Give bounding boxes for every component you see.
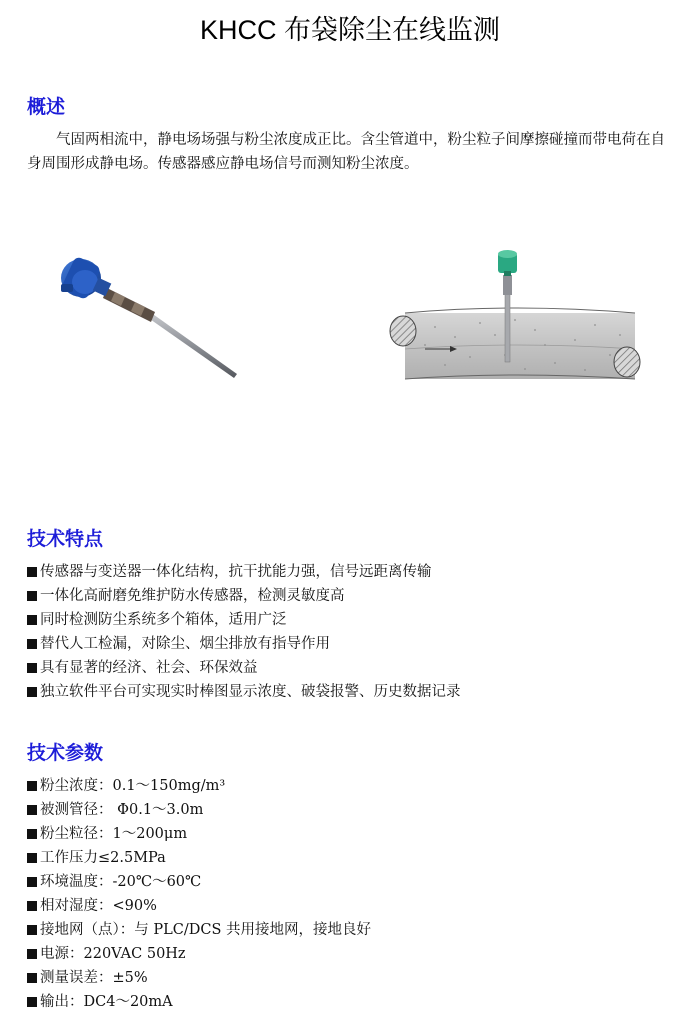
list-item: 电源：220VAC 50Hz <box>27 942 371 966</box>
list-item: 独立软件平台可实现实时棒图显示浓度、破袋报警、历史数据记录 <box>27 680 461 704</box>
list-item: 一体化高耐磨免维护防水传感器，检测灵敏度高 <box>27 584 461 608</box>
bullet-icon <box>27 615 37 625</box>
bullet-icon <box>27 663 37 673</box>
list-item: 测量误差：±5% <box>27 966 371 990</box>
list-item: 环境温度：-20℃～60℃ <box>27 870 371 894</box>
list-item: 替代人工检漏，对除尘、烟尘排放有指导作用 <box>27 632 461 656</box>
page-title: KHCC 布袋除尘在线监测 <box>199 15 500 45</box>
bullet-icon <box>27 901 37 911</box>
sensor-probe-image <box>55 250 245 385</box>
list-item: 粉尘粒径：1～200μm <box>27 822 371 846</box>
overview-heading: 概述 <box>27 96 66 118</box>
params-list <box>27 774 371 1014</box>
bullet-icon <box>27 567 37 577</box>
features-list <box>27 560 461 704</box>
list-item: 同时检测防尘系统多个箱体，适用广泛 <box>27 608 461 632</box>
bullet-icon <box>27 997 37 1007</box>
bullet-icon <box>27 853 37 863</box>
pipe-installation-image <box>385 245 645 385</box>
bullet-icon <box>27 639 37 649</box>
list-item: 被测管径： Φ0.1～3.0m <box>27 798 371 822</box>
list-item: 传感器与变送器一体化结构，抗干扰能力强，信号远距离传输 <box>27 560 461 584</box>
list-item: 粉尘浓度：0.1～150mg/m³ <box>27 774 371 798</box>
bullet-icon <box>27 781 37 791</box>
list-item: 接地网（点）：与 PLC/DCS 共用接地网，接地良好 <box>27 918 371 942</box>
features-heading: 技术特点 <box>27 528 104 550</box>
bullet-icon <box>27 973 37 983</box>
bullet-icon <box>27 877 37 887</box>
list-item: 具有显著的经济、社会、环保效益 <box>27 656 461 680</box>
params-heading: 技术参数 <box>27 742 104 764</box>
bullet-icon <box>27 687 37 697</box>
bullet-icon <box>27 591 37 601</box>
list-item: 相对湿度：<90% <box>27 894 371 918</box>
list-item: 输出：DC4～20mA <box>27 990 371 1014</box>
bullet-icon <box>27 925 37 935</box>
bullet-icon <box>27 805 37 815</box>
bullet-icon <box>27 829 37 839</box>
overview-paragraph: 气固两相流中，静电场场强与粉尘浓度成正比。含尘管道中，粉尘粒子间摩擦碰撞而带电荷在自身周围形成静电场。传感器感应静电场信号而测知粉尘浓度。 <box>27 132 665 172</box>
bullet-icon <box>27 949 37 959</box>
list-item: 工作压力≤2.5MPa <box>27 846 371 870</box>
